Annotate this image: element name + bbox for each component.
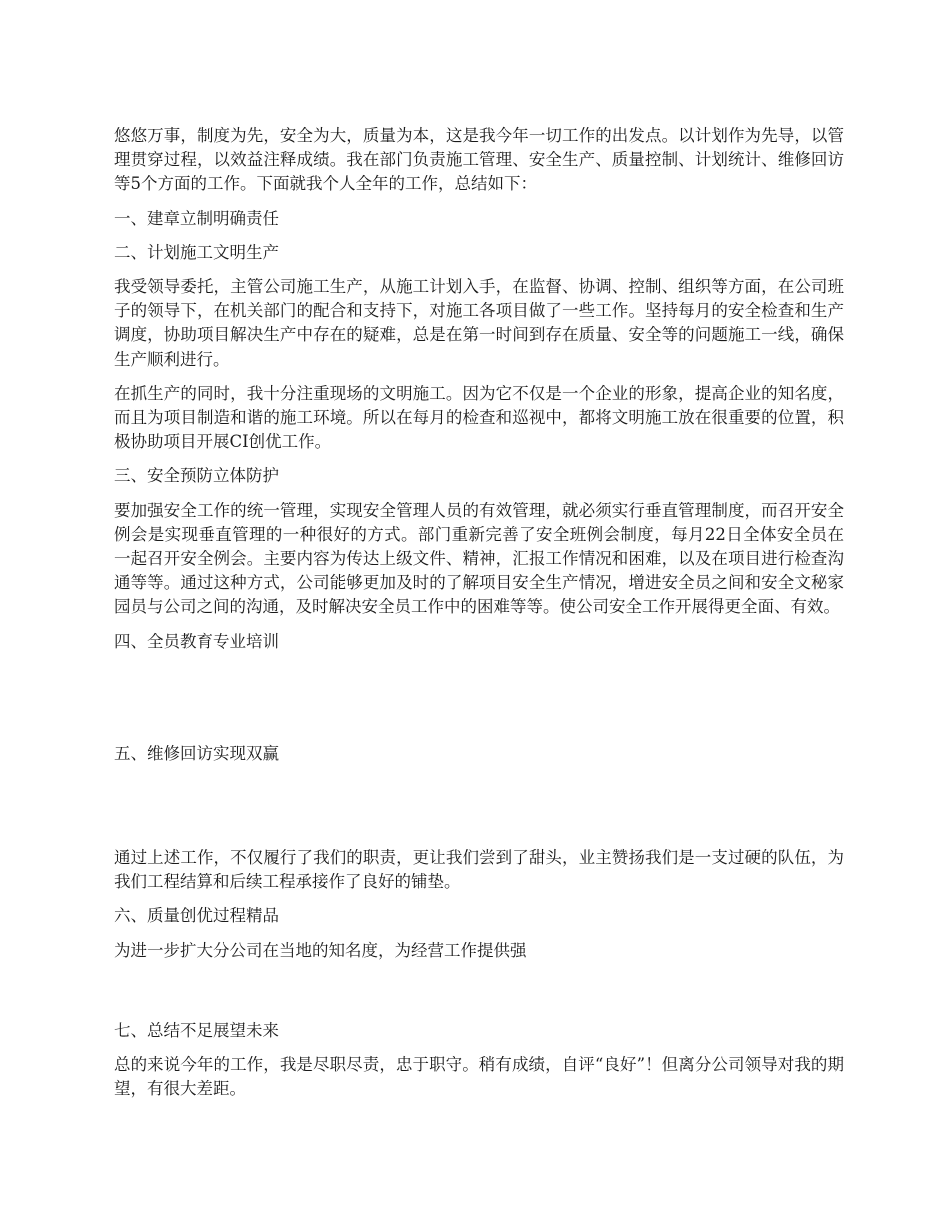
- section-heading-4: 四、全员教育专业培训: [114, 631, 279, 651]
- section-6-paragraph: 为进一步扩大分公司在当地的知名度，为经营工作提供强: [114, 940, 527, 960]
- document-body: [114, 124, 844, 1101]
- intro-paragraph: 悠悠万事，制度为先，安全为大，质量为本，这是我今年一切工作的出发点。以计划作为先导，以管理贯穿过程，以效益注释成绩。我在部门负责施工管理、安全生产、质量控制、计划统计、维修回访等5个方面的工作。下面就我个人全年的工作，总结如下：: [114, 126, 844, 194]
- section-heading-5: 五、维修回访实现双赢: [114, 743, 279, 763]
- section-5-paragraph: 通过上述工作，不仅履行了我们的职责，更让我们尝到了甜头，业主赞扬我们是一支过硬的队伍，为我们工程结算和后续工程承接作了良好的铺垫。: [114, 848, 844, 892]
- section-heading-2: 二、计划施工文明生产: [114, 242, 279, 262]
- section-heading-7: 七、总结不足展望未来: [114, 1020, 279, 1040]
- section-7-paragraph: 总的来说今年的工作，我是尽职尽责，忠于职守。稍有成绩，自评“良好”！但离分公司领导对我的期望，有很大差距。: [114, 1055, 844, 1099]
- section-2-paragraph-1: 我受领导委托，主管公司施工生产，从施工计划入手，在监督、协调、控制、组织等方面，在公司班子的领导下，在机关部门的配合和支持下，对施工各项目做了一些工作。坚持每月的安全检查和生产调度，协助项目解决生产中存在的疑难，总是在第一时间到存在质量、安全等的问题施工一线，确保生产顺利进行。: [114, 277, 844, 369]
- section-heading-6: 六、质量创优过程精品: [114, 906, 279, 926]
- section-2-paragraph-2: 在抓生产的同时，我十分注重现场的文明施工。因为它不仅是一个企业的形象，提高企业的知名度，而且为项目制造和谐的施工环境。所以在每月的检查和巡视中，都将文明施工放在很重要的位置，积极协助项目开展CI创优工作。: [114, 383, 844, 452]
- section-heading-1: 一、建章立制明确责任: [114, 208, 279, 228]
- section-3-paragraph: 要加强安全工作的统一管理，实现安全管理人员的有效管理，就必须实行垂直管理制度，而召开安全例会是实现垂直管理的一种很好的方式。部门重新完善了安全班例会制度，每月22日全体安全员在一起召开安全例会。主要内容为传达上级文件、精神，汇报工作情况和困难，以及在项目进行检查沟通等等。通过这种方式，公司能够更加及时的了解项目安全生产情况，增进安全员之间和安全文秘家园员与公司之间的沟通，及时解决安全员工作中的困难等等。使公司安全工作开展得更全面、有效。: [114, 500, 844, 617]
- section-heading-3: 三、安全预防立体防护: [114, 466, 279, 486]
